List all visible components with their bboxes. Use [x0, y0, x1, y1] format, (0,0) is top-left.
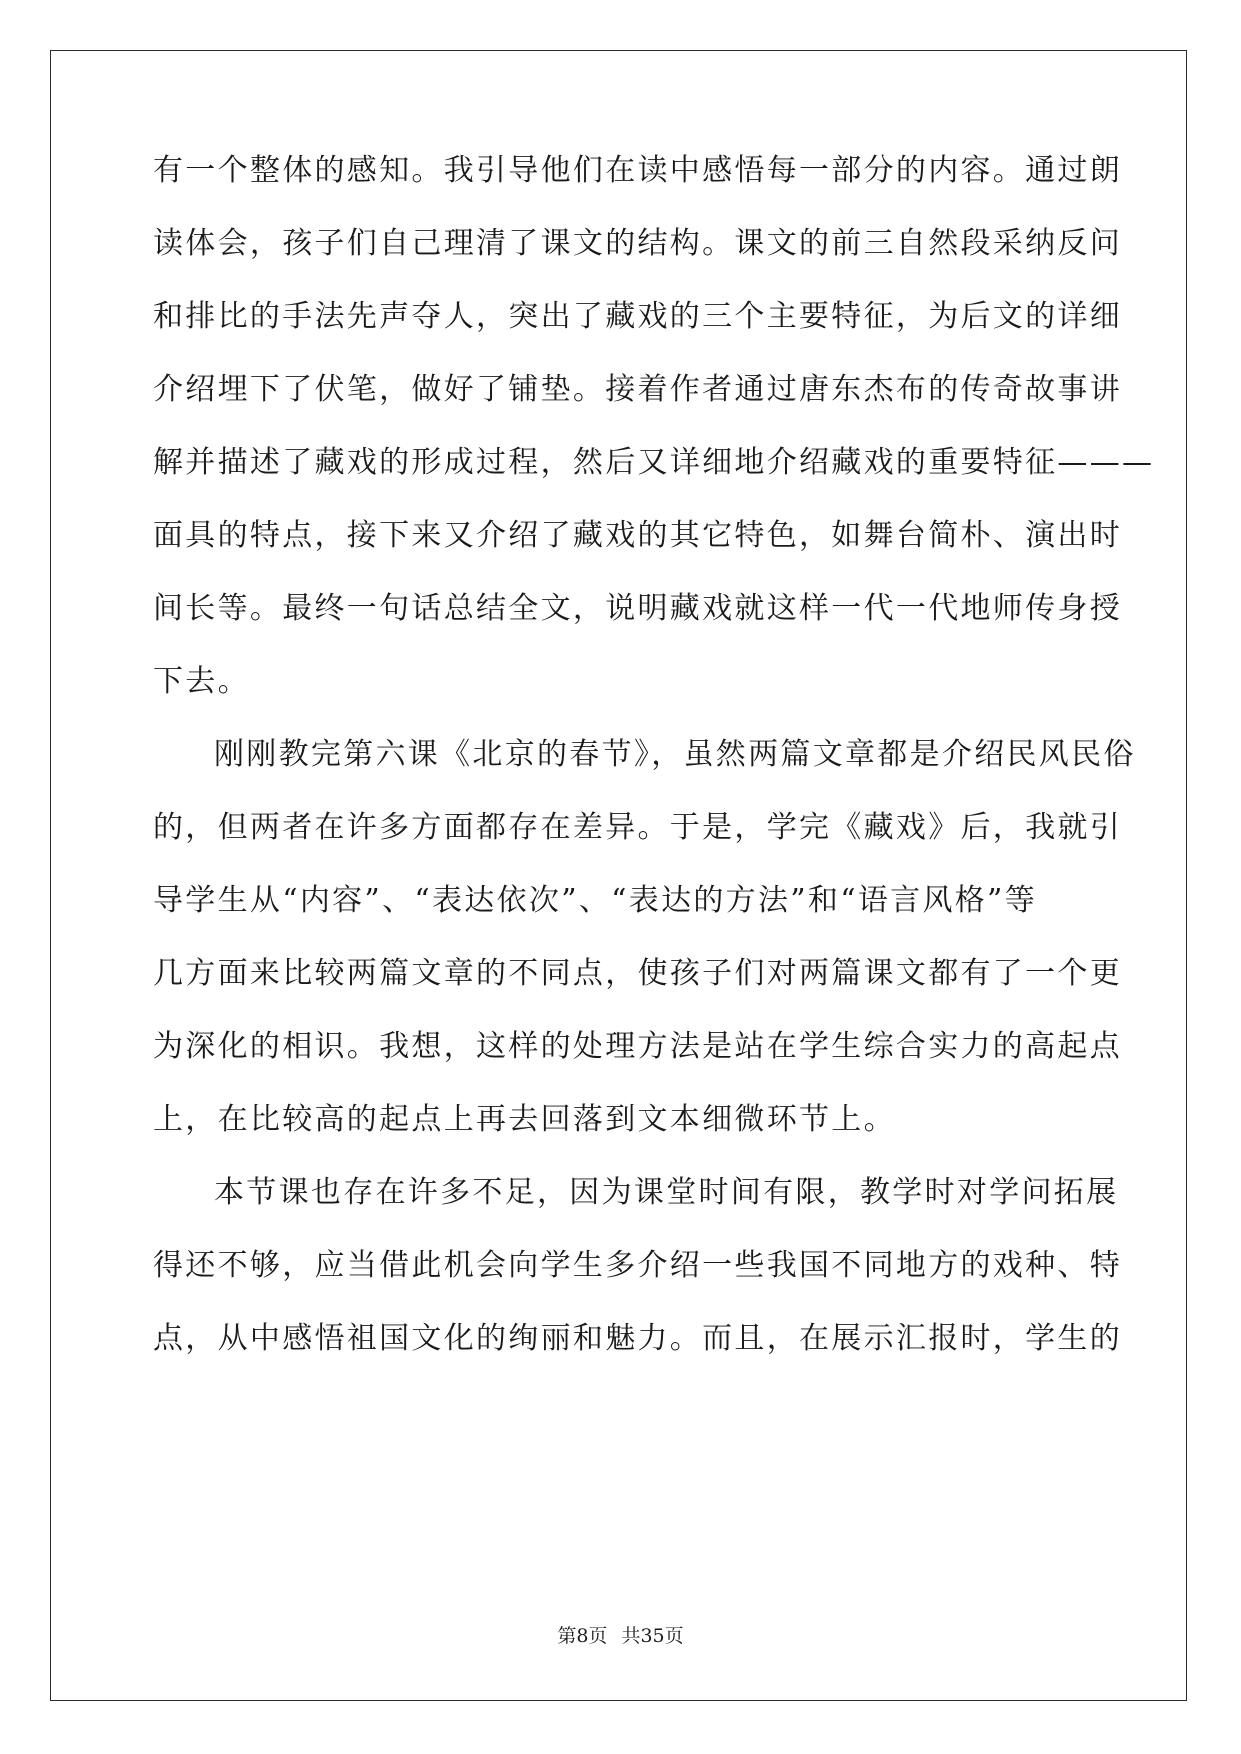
page-footer	[0, 1624, 1241, 1648]
paragraph-first-line: 本节课也存在许多不足，因为课堂时间有限，教学时对学问拓展	[214, 1175, 1119, 1210]
paragraph-line: 和排比的手法先声夺人，突出了藏戏的三个主要特征，为后文的详细	[153, 299, 1122, 334]
paragraph-line: 上，在比较高的起点上再去回落到文本细微环节上。	[153, 1102, 896, 1137]
paragraph-line: 面具的特点，接下来又介绍了藏戏的其它特色，如舞台简朴、演出时	[153, 518, 1122, 553]
paragraph-line: 下去。	[153, 664, 250, 699]
paragraph-line: 的，但两者在许多方面都存在差异。于是，学完《藏戏》后，我就引	[153, 810, 1122, 845]
paragraph-line: 为深化的相识。我想，这样的处理方法是站在学生综合实力的高起点	[153, 1029, 1122, 1064]
paragraph-line: 间长等。最终一句话总结全文，说明藏戏就这样一代一代地师传身授	[153, 591, 1122, 626]
paragraph-line: 点，从中感悟祖国文化的绚丽和魅力。而且，在展示汇报时，学生的	[153, 1321, 1122, 1356]
paragraph-line: 几方面来比较两篇文章的不同点，使孩子们对两篇课文都有了一个更	[153, 956, 1122, 991]
paragraph-line: 读体会，孩子们自己理清了课文的结构。课文的前三自然段采纳反问	[153, 226, 1122, 261]
paragraph-first-line: 刚刚教完第六课《北京的春节》，虽然两篇文章都是介绍民风民俗	[214, 737, 1136, 772]
current-page-label: 第8页	[557, 1625, 608, 1647]
total-pages-label: 共35页	[621, 1625, 684, 1647]
paragraph-line: 得还不够，应当借此机会向学生多介绍一些我国不同地方的戏种、特	[153, 1248, 1122, 1283]
paragraph-line: 有一个整体的感知。我引导他们在读中感悟每一部分的内容。通过朗	[153, 153, 1122, 188]
paragraph-line: 解并描述了藏戏的形成过程，然后又详细地介绍藏戏的重要特征———	[153, 445, 1155, 480]
paragraph-line: 介绍埋下了伏笔，做好了铺垫。接着作者通过唐东杰布的传奇故事讲	[153, 372, 1122, 407]
paragraph-line: 导学生从“内容”、“表达依次”、“表达的方法”和“语言风格”等	[153, 883, 1037, 918]
